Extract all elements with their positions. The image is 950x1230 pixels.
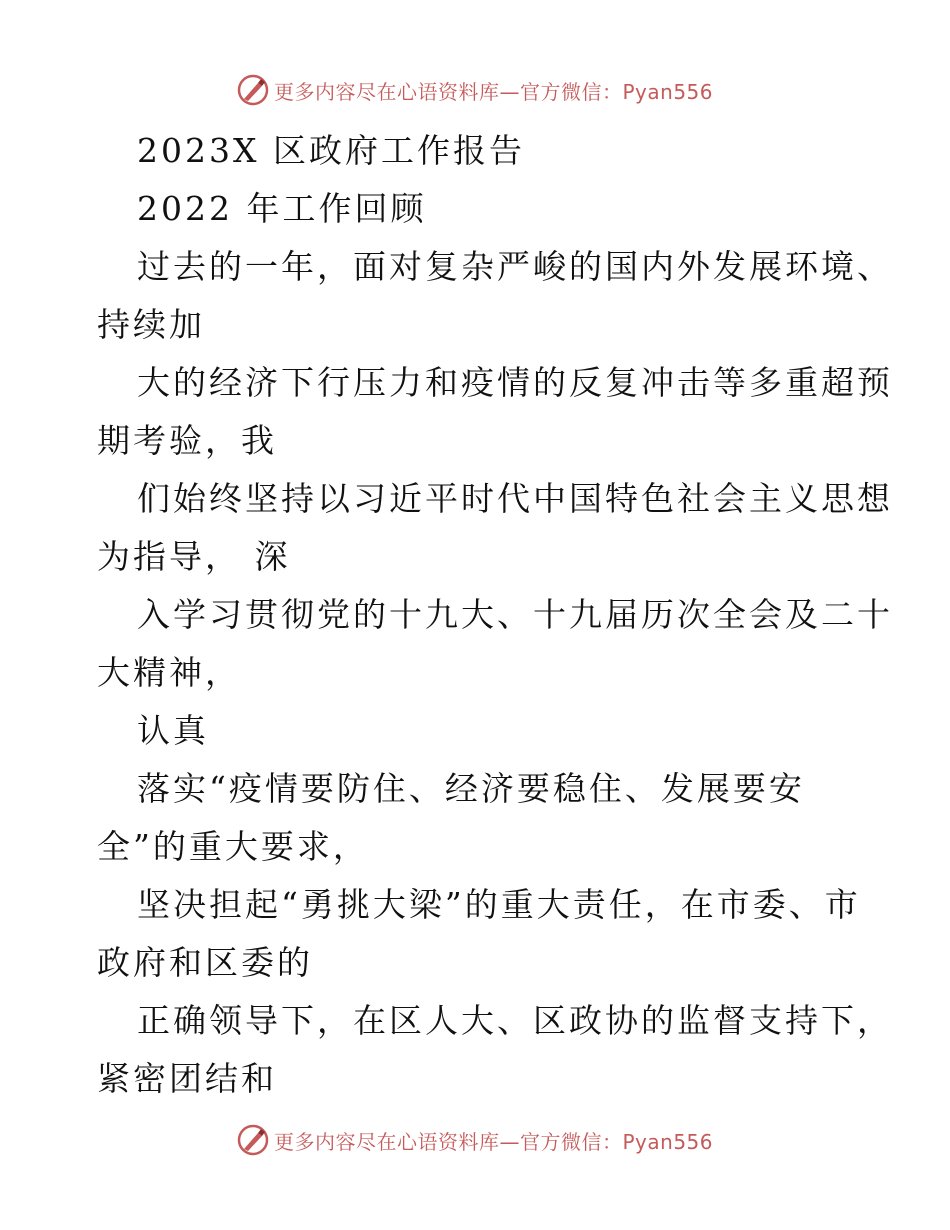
paragraph-line: 政府和区委的 [97,943,313,982]
document-title: 2023X 区政府工作报告 [137,131,525,170]
paragraph-line: 大精神， [97,653,241,692]
document-body [97,122,893,1108]
paragraph-line: 们始终坚持以习近平时代中国特色社会主义思想 [137,479,893,518]
paragraph-line: 全”的重大要求， [97,827,369,866]
paragraph-line: 入学习贯彻党的十九大、十九届历次全会及二十 [137,595,893,634]
paragraph-line: 持续加 [97,305,205,344]
paragraph-line: 为指导， 深 [97,537,291,576]
paragraph-line: 落实“疫情要防住、经济要稳住、发展要安 [137,769,805,808]
pen-logo-icon [236,73,270,107]
pen-logo-icon [236,1123,270,1157]
watermark-text: 更多内容尽在心语资料库—官方微信：Pyan556 [274,79,714,104]
paragraph-line: 正确领导下，在区人大、区政协的监督支持下， [137,1001,893,1040]
footer-watermark [236,1122,713,1158]
watermark-text: 更多内容尽在心语资料库—官方微信：Pyan556 [274,1129,714,1154]
section-heading: 2022 年工作回顾 [137,189,427,228]
paragraph-line: 期考验，我 [97,421,277,460]
paragraph-line: 认真 [137,711,209,750]
paragraph-line: 大的经济下行压力和疫情的反复冲击等多重超预 [137,363,893,402]
paragraph-line: 坚决担起“勇挑大梁”的重大责任，在市委、市 [137,885,861,924]
paragraph-line: 紧密团结和 [97,1059,277,1098]
paragraph-line: 过去的一年，面对复杂严峻的国内外发展环境、 [137,247,893,286]
header-watermark [236,72,713,108]
